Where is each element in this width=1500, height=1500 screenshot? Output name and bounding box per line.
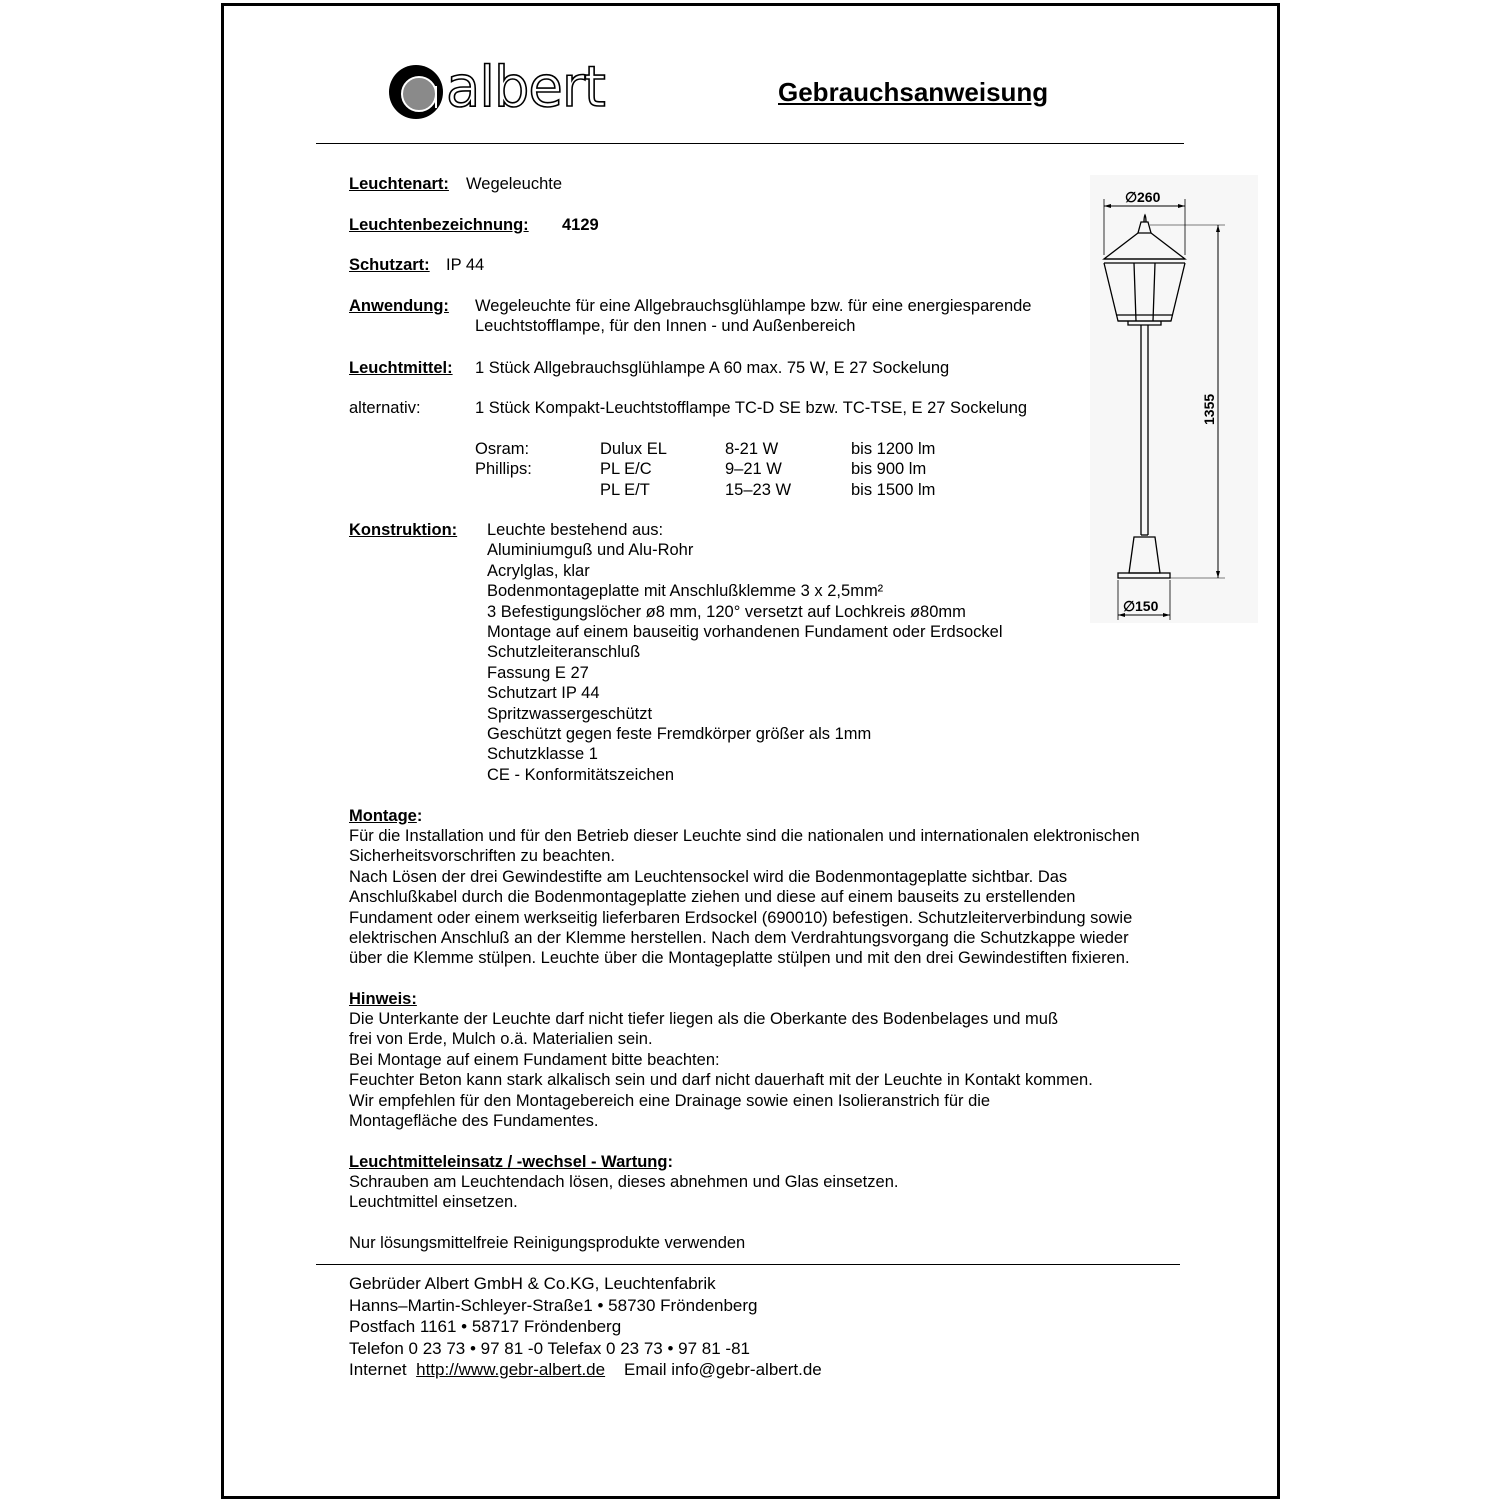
lamp-brand: Phillips: (475, 460, 532, 478)
konstruktion-line: Spritzwassergeschützt (487, 704, 653, 723)
konstruktion-line: Geschützt gegen feste Fremdkörper größer als 1mm (487, 724, 872, 743)
konstruktion-line: Acrylglas, klar (487, 561, 590, 580)
footer-address: Hanns–Martin-Schleyer-Straße1 • 58730 Fröndenberg (349, 1295, 758, 1315)
leuchtenart-label: Leuchtenart: (349, 175, 449, 193)
lamp-brand: Osram: (475, 440, 530, 458)
cleaning-note: Nur lösungsmittelfreie Reinigungsprodukte verwenden (349, 1234, 746, 1252)
internet-label: Internet (349, 1360, 407, 1379)
montage-line: Für die Installation und für den Betrieb dieser Leuchte sind die nationalen und internationalen elektronischen (349, 827, 1140, 845)
lamp-lumen: bis 1500 lm (851, 481, 936, 499)
schutzart-label: Schutzart: (349, 256, 430, 274)
lamp-lumen: bis 900 lm (851, 460, 927, 478)
wartung-line: Leuchtmittel einsetzen. (349, 1193, 518, 1212)
lamp-power: 15–23 W (725, 481, 792, 499)
leuchtmittel-value: 1 Stück Allgebrauchsglühlampe A 60 max. 75 W, E 27 Sockelung (475, 359, 950, 377)
konstruktion-list (487, 520, 1003, 785)
diameter-bottom-value: 150 (1135, 598, 1159, 614)
schutzart-value: IP 44 (446, 256, 485, 274)
hinweis-label: Hinweis: (349, 990, 417, 1008)
konstruktion-line: CE - Konformitätszeichen (487, 765, 675, 784)
anwendung-text (475, 296, 1031, 337)
footer-phone: Telefon 0 23 73 • 97 81 -0 Telefax 0 23 73 • 97 81 -81 (349, 1338, 750, 1358)
diameter-bottom-symbol: ∅ (1123, 598, 1136, 614)
alternativ-label: alternativ: (349, 399, 421, 417)
montage-heading (349, 806, 422, 826)
hinweis-line: Die Unterkante der Leuchte darf nicht tiefer liegen als die Oberkante des Bodenbelages und muß (349, 1010, 1059, 1028)
page-title: Gebrauchsanweisung (778, 77, 1049, 107)
lamp-pole (1118, 325, 1170, 578)
lamp-type: Dulux EL (600, 440, 667, 458)
konstruktion-line: Montage auf einem bauseitig vorhandenen Fundament oder Erdsockel (487, 622, 1003, 641)
lamp-type: PL E/C (600, 460, 652, 478)
header-divider (316, 143, 1184, 144)
montage-text (349, 826, 1140, 969)
bezeichnung-value: 4129 (562, 216, 599, 234)
montage-line: Fundament oder einem werkseitig lieferbaren Erdsockel (690010) befestigen. Schutzleiterverbindung sowie (349, 908, 1133, 927)
hinweis-line: Wir empfehlen für den Montagebereich eine Drainage sowie einen Isolieranstrich für die (349, 1091, 991, 1110)
montage-line: Sicherheitsvorschriften zu beachten. (349, 847, 615, 866)
anwendung-label: Anwendung: (349, 297, 449, 315)
lamp-power: 9–21 W (725, 460, 782, 478)
montage-label: Montage (349, 807, 417, 825)
diameter-top-value: 260 (1137, 189, 1161, 205)
lamp-power: 8-21 W (725, 440, 779, 458)
konstruktion-line: Fassung E 27 (487, 663, 589, 682)
konstruktion-label: Konstruktion: (349, 521, 458, 539)
footer-divider (316, 1264, 1180, 1265)
lamp-drawing-svg (1090, 175, 1258, 623)
leuchtmittel-label: Leuchtmittel: (349, 359, 453, 377)
wartung-line: Schrauben am Leuchtendach lösen, dieses abnehmen und Glas einsetzen. (349, 1173, 899, 1191)
bezeichnung-label: Leuchtenbezeichnung: (349, 216, 529, 234)
konstruktion-line: Schutzart IP 44 (487, 684, 600, 703)
konstruktion-line: Schutzleiteranschluß (487, 643, 641, 662)
konstruktion-line: Aluminiumguß und Alu-Rohr (487, 541, 694, 560)
anwendung-line: Leuchtstofflampe, für den Innen - und Außenbereich (475, 317, 856, 336)
konstruktion-line: Schutzklasse 1 (487, 745, 598, 764)
hinweis-line: Feuchter Beton kann stark alkalisch sein und darf nicht dauerhaft mit der Leuchte in Kontakt kommen. (349, 1071, 1093, 1090)
montage-line: elektrischen Anschluß an der Klemme herstellen. Nach dem Verdrahtungsvorgang die Schutzkappe wieder (349, 928, 1129, 947)
montage-line: über die Klemme stülpen. Leuchte über die Montageplatte stülpen und mit den drei Gewindestiften fixieren. (349, 949, 1130, 968)
wartung-colon: : (667, 1153, 673, 1171)
wartung-text (349, 1172, 898, 1213)
lamp-type: PL E/T (600, 481, 650, 499)
alternativ-value: 1 Stück Kompakt-Leuchtstofflampe TC-D SE bzw. TC-TSE, E 27 Sockelung (475, 399, 1028, 417)
montage-colon: : (416, 807, 423, 825)
height-value: 1355 (1201, 393, 1217, 425)
hinweis-line: Montagefläche des Fundamentes. (349, 1111, 599, 1130)
wartung-heading (349, 1152, 673, 1172)
hinweis-line: frei von Erde, Mulch o.ä. Materialien sein. (349, 1030, 653, 1049)
wartung-label: Leuchtmitteleinsatz / -wechsel - Wartung (349, 1153, 668, 1171)
konstruktion-line: 3 Befestigungslöcher ø8 mm, 120° versetzt auf Lochkreis ø80mm (487, 602, 966, 621)
footer-company: Gebrüder Albert GmbH & Co.KG, Leuchtenfabrik (349, 1274, 716, 1293)
hinweis-text (349, 1009, 1093, 1131)
footer-postfach: Postfach 1161 • 58717 Fröndenberg (349, 1317, 622, 1336)
website-link[interactable]: http://www.gebr-albert.de (416, 1360, 606, 1379)
footer-contact (349, 1273, 822, 1381)
lantern-head (1104, 215, 1185, 325)
anwendung-line: Wegeleuchte für eine Allgebrauchsglühlampe bzw. für eine energiesparende (475, 297, 1032, 315)
montage-line: Anschlußkabel durch die Bodenmontageplatte ziehen und diese auf einem bauseits zu erstellenden (349, 888, 1076, 907)
leuchtenart-value: Wegeleuchte (466, 175, 563, 193)
logo-wordmark: albert (446, 55, 605, 120)
footer-internet (349, 1359, 822, 1381)
email-text: Email info@gebr-albert.de (624, 1360, 822, 1379)
konstruktion-line: Leuchte bestehend aus: (487, 521, 664, 539)
lamp-lumen: bis 1200 lm (851, 440, 936, 458)
hinweis-line: Bei Montage auf einem Fundament bitte beachten: (349, 1050, 720, 1069)
montage-line: Nach Lösen der drei Gewindestifte am Leuchtensockel wird die Bodenmontageplatte sichtbar. Das (349, 867, 1068, 886)
konstruktion-line: Bodenmontageplatte mit Anschlußklemme 3 x 2,5mm² (487, 582, 884, 601)
albert-logo (388, 55, 628, 120)
diameter-top-symbol: ∅ (1125, 189, 1138, 205)
lamp-drawing (1090, 175, 1258, 623)
